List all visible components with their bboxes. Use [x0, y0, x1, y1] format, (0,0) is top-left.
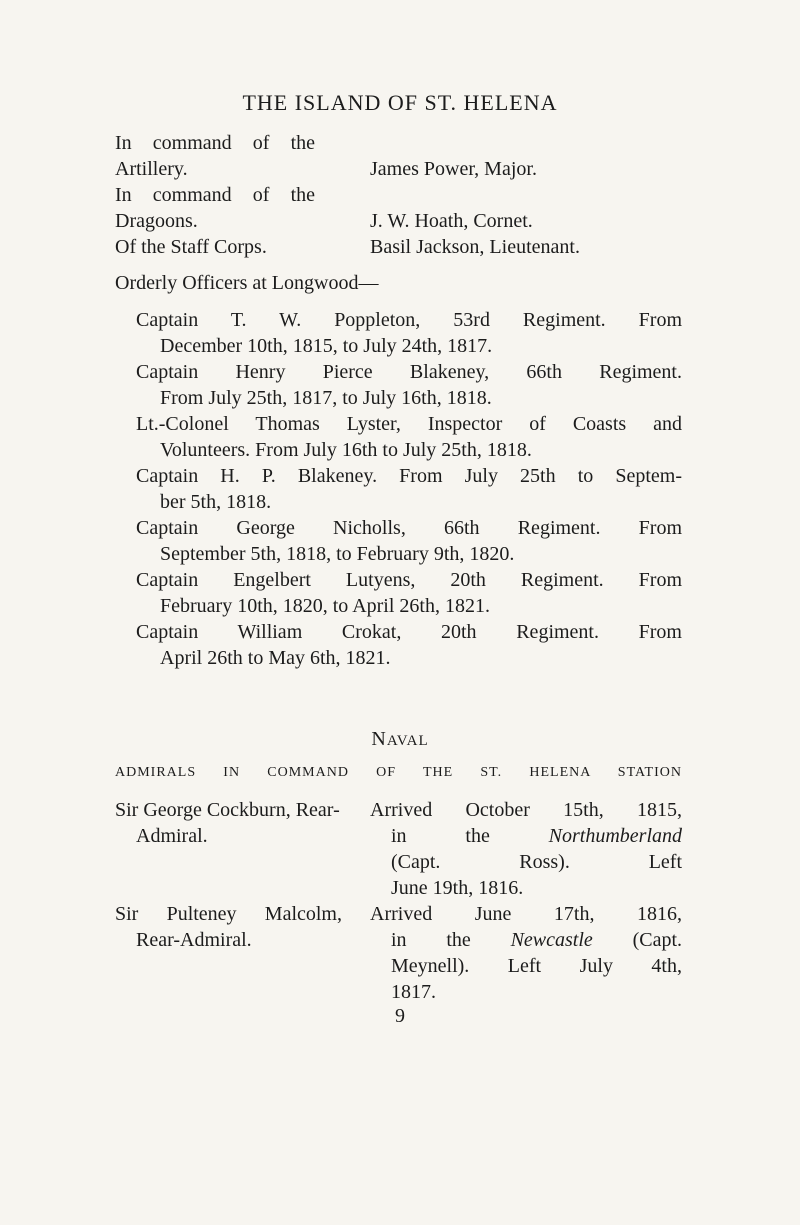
- naval-heading: [0, 728, 800, 751]
- ship-name: Northumberland: [548, 825, 682, 847]
- admiral-service-line: [391, 875, 523, 901]
- admiral-name: Sir Pulteney Malcolm,: [115, 903, 342, 925]
- admiral-service-line: [370, 901, 682, 927]
- service-text: 1817.: [391, 981, 436, 1003]
- admiral-service-line: [391, 927, 682, 953]
- naval-heading-initial: N: [371, 728, 387, 750]
- officer-name: Basil Jackson, Lieutenant.: [370, 236, 580, 258]
- orderly-entry-continuation: December 10th, 1815, to July 24th, 1817.: [160, 335, 493, 357]
- officer-role: In command of the: [115, 184, 315, 206]
- officer-name: James Power, Major.: [370, 158, 537, 180]
- ship-name: Newcastle: [510, 929, 593, 951]
- admiral-service-line: [391, 953, 682, 979]
- service-text: (Capt. Ross). Left: [391, 851, 682, 873]
- officer-name: J. W. Hoath, Cornet.: [370, 210, 533, 232]
- admiral-service-line: [391, 849, 682, 875]
- orderly-entry-continuation: Volunteers. From July 16th to July 25th, 1818.: [160, 439, 532, 461]
- admiral-name: Admiral.: [136, 825, 208, 847]
- running-header: THE ISLAND OF ST. HELENA: [242, 90, 558, 115]
- orderly-entry-continuation: ber 5th, 1818.: [160, 491, 272, 513]
- service-text: (Capt.: [592, 929, 682, 951]
- orderly-entry-line: Captain H. P. Blakeney. From July 25th to Septem-: [136, 465, 682, 487]
- admiral-service-line: [391, 979, 436, 1005]
- service-text: in the: [391, 929, 511, 951]
- orderly-entry-continuation: February 10th, 1820, to April 26th, 1821.: [160, 595, 490, 617]
- orderly-heading: Orderly Officers at Longwood—: [115, 272, 379, 294]
- naval-heading-rest: AVAL: [386, 733, 429, 749]
- admiral-service-line: [391, 823, 682, 849]
- service-text: June 19th, 1816.: [391, 877, 524, 899]
- orderly-entry-continuation: From July 25th, 1817, to July 16th, 1818.: [160, 387, 492, 409]
- orderly-entry-continuation: April 26th to May 6th, 1821.: [160, 647, 391, 669]
- admiral-name: Rear-Admiral.: [136, 929, 252, 951]
- officer-role: In command of the: [115, 132, 315, 154]
- officer-role: Dragoons.: [115, 210, 198, 232]
- officer-role: Of the Staff Corps.: [115, 236, 267, 258]
- orderly-entry-line: Captain William Crokat, 20th Regiment. From: [136, 621, 682, 643]
- officer-role: Artillery.: [115, 158, 188, 180]
- service-text: Arrived June 17th, 1816,: [370, 903, 682, 925]
- orderly-entry-line: Captain Henry Pierce Blakeney, 66th Regiment.: [136, 361, 682, 383]
- admiral-service-line: [370, 797, 682, 823]
- orderly-entry-line: Captain George Nicholls, 66th Regiment. From: [136, 517, 682, 539]
- service-text: in the: [391, 825, 549, 847]
- orderly-entry-line: Captain T. W. Poppleton, 53rd Regiment. From: [136, 309, 682, 331]
- page-number: 9: [395, 1005, 405, 1027]
- orderly-entry-line: Captain Engelbert Lutyens, 20th Regiment. From: [136, 569, 682, 591]
- naval-subheading: ADMIRALS IN COMMAND OF THE ST. HELENA STATION: [115, 765, 682, 780]
- service-text: Arrived October 15th, 1815,: [370, 799, 682, 821]
- admiral-name: Sir George Cockburn, Rear-: [115, 799, 340, 821]
- orderly-entry-continuation: September 5th, 1818, to February 9th, 1820.: [160, 543, 515, 565]
- orderly-entry-line: Lt.-Colonel Thomas Lyster, Inspector of Coasts and: [136, 413, 682, 435]
- service-text: Meynell). Left July 4th,: [391, 955, 682, 977]
